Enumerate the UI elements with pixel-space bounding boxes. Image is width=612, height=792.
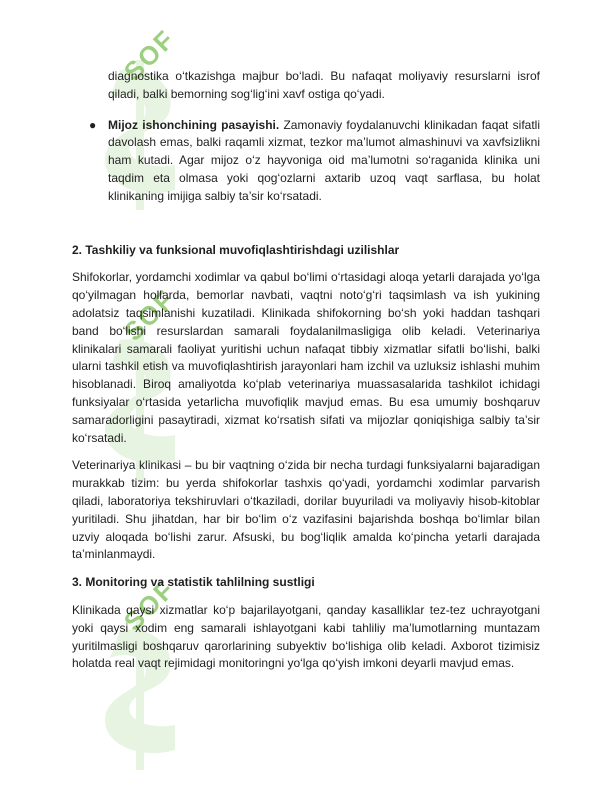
bullet-item [72, 117, 540, 206]
bullet-title: Mijoz ishonchining pasayishi. [108, 117, 280, 132]
section-2-heading: 2. Tashkiliy va funksional muvofiqlashtirishdagi uzilishlar [72, 242, 400, 257]
section-3-paragraph-1: Klinikada qaysi xizmatlar ko‘p bajarilayotgani, qanday kasalliklar tez-tez uchrayotgani yoki qaysi xodim eng samarali ishlayotgani kabi tahliliy ma’lumotlarning muntazam yuritilmasligi boshqaruv qarorlarining subyektiv bo‘lishiga olib keladi. Axborot tizimisiz holatda real vaqt rejimidagi monitoringni yo‘lga qo‘yish imkoni deyarli mavjud emas. [72, 602, 540, 671]
section-2-paragraph-1: Shifokorlar, yordamchi xodimlar va qabul bo‘limi o‘rtasidagi aloqa yetarli darajada yo‘lga qo‘yilmagan hollarda, bemorlar navbati, vaqtni noto‘g‘ri taqsimlash va ish yukining adolatsiz taqsimlanishi kuzatiladi. Klinikada shifokorning bo‘sh yoki haddan tashqari band bo‘lishi resurslardan samarali foydalanilmasligiga olib keladi. Veterinariya klinikalari samarali faoliyat yuritishi uchun nafaqat tibbiy xizmatlar sifatli bo‘lishi, balki ularni tashkil etish va muvofiqlashtirish jarayonlari ham izchil va uzluksiz ishlashi muhim hisoblanadi. Biroq amaliyotda ko‘plab veterinariya muassasalarida tashkilot ichidagi funksiyalar o‘rtasida yetarlicha muvofiqlik mavjud emas. Bu esa umumiy boshqaruv samaradorligini pasaytiradi, xizmat ko‘rsatish sifati va mijozlar qoniqishiga salbiy ta’sir ko‘rsatadi. [72, 270, 540, 445]
section-3-heading: 3. Monitoring va statistik tahlilning sustligi [72, 575, 315, 590]
section-2-paragraph-2: Veterinariya klinikasi – bu bir vaqtning o‘zida bir necha turdagi funksiyalarni bajaradigan murakkab tizim: bu yerda shifokorlar tashxis qo‘yadi, yordamchi xodimlar parvarish qiladi, laboratoriya tekshiruvlari o‘tkaziladi, dorilar buyuriladi va moliyaviy hisob-kitoblar yuritiladi. Shu jihatdan, har bir bo‘lim o‘z vazifasini bajarishda boshqa bo‘limlar bilan uzviy aloqada bo‘lishi zarur. Afsuski, bu bog‘liqlik amalda ko‘pincha yetarli darajada ta’minlanmaydi. [72, 458, 540, 562]
intro-continuation-paragraph: diagnostika o‘tkazishga majbur bo‘ladi. Bu nafaqat moliyaviy resurslarni isrof qiladi, balki bemorning sog‘lig‘ini xavf ostiga qo‘yadi. [108, 69, 540, 101]
watermark-text: SOF [117, 573, 181, 637]
watermark-text: SOF [117, 283, 181, 347]
document-body [72, 68, 540, 673]
bullet-text: Zamonaviy foydalanuvchi klinikadan faqat sifatli davolash emas, balki raqamli xizmat, tezkor ma’lumot almashinuvi va xavfsizlikni ham kutadi. Agar mijoz o‘z hayvoniga oid ma’lumotni so‘raganida klinika uni taqdim eta olmasa yoki qog‘ozlarni axtarib uzoq vaqt sarflasa, bu holat klinikaning imijiga salbiy ta’sir ko‘rsatadi. [108, 117, 540, 203]
bullet-paragraph [108, 117, 540, 206]
bullet-dot-icon: ● [89, 117, 97, 132]
watermark-text: SOF [117, 23, 181, 87]
